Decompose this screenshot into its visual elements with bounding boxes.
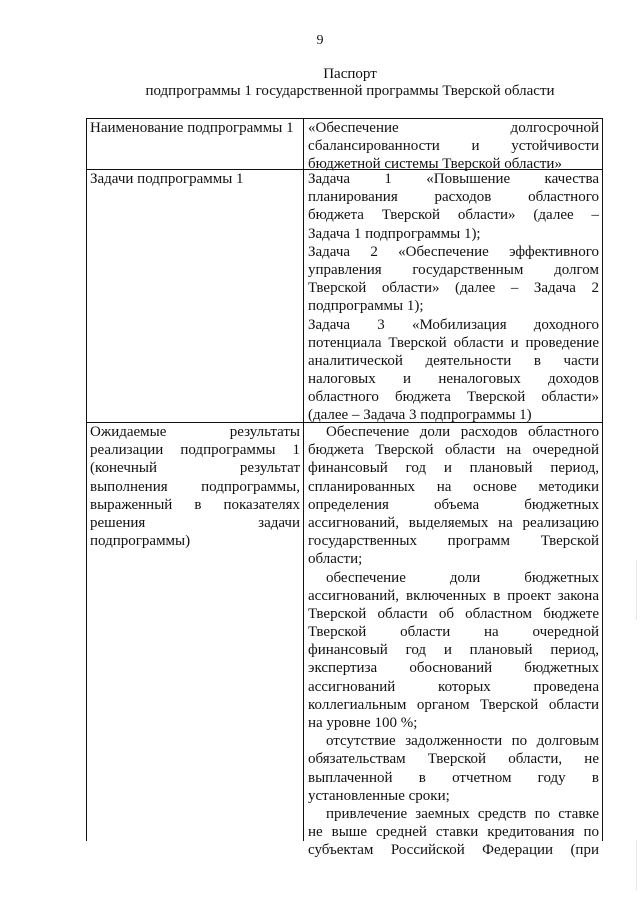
results-value-line: отсутствие задолженности по долговым [326, 733, 599, 750]
results-value-line: Тверской области на очередной [308, 624, 599, 641]
scan-edge-mark [636, 840, 637, 890]
results-value-line: ассигнований, выделяемых на реализацию [308, 514, 599, 531]
document-title [0, 66, 640, 100]
page-number: 9 [316, 33, 324, 48]
results-value-line: ассигнований которых проведена [308, 678, 599, 695]
name-label-cell [87, 119, 304, 169]
results-value-line: экспертиза обоснований бюджетных [308, 660, 599, 677]
results-value-line: финансовый год и плановый период, [308, 460, 599, 477]
name-value-cell [304, 119, 602, 173]
results-value-line: обязательствам Тверской области, не [308, 751, 599, 768]
table-row-tasks [87, 170, 602, 423]
results-label-line: решения задачи [90, 514, 300, 531]
results-label-line: реализации подпрограммы 1 [90, 442, 300, 459]
tasks-value-line: аналитической деятельности в части [308, 352, 599, 369]
name-value-line: «Обеспечение долгосрочной [308, 120, 599, 136]
results-value-line: определения объема бюджетных [308, 496, 599, 513]
results-value-line: спланированных на основе методики [308, 478, 599, 495]
results-value-line: обеспечение доли бюджетных [326, 569, 599, 586]
tasks-value-cell [304, 170, 602, 422]
tasks-value-line: Задача 3 «Мобилизация доходного [308, 316, 599, 333]
tasks-value-line: планирования расходов областного [308, 189, 599, 206]
table-row-results [87, 423, 602, 859]
tasks-value-line: (далее – Задача 3 подпрограммы 1) [308, 407, 532, 424]
results-label-line: выраженный в показателях [90, 496, 300, 513]
name-value-line: сбалансированности и устойчивости [308, 138, 599, 155]
results-value-line: не выше средней ставки кредитования по [308, 824, 599, 841]
passport-table [86, 118, 603, 859]
tasks-value-line: управления государственным долгом [308, 261, 599, 278]
tasks-label-cell [87, 170, 304, 422]
results-value-line: бюджета Тверской области на очередной [308, 442, 599, 459]
tasks-value-line: Задача 2 «Обеспечение эффективного [308, 243, 599, 260]
results-value-line: Тверской области об областном бюджете [308, 605, 599, 622]
results-value-line: ассигнований, включенных в проект закона [308, 587, 599, 604]
results-value-line: выплаченной в отчетном году в [308, 769, 599, 786]
name-value-line: бюджетной системы Тверской области» [308, 156, 562, 173]
title-line-2: подпрограммы 1 государственной программы Тверской области [145, 83, 555, 99]
table-row-name [87, 119, 602, 173]
tasks-value-line: налоговых и неналоговых доходов [308, 371, 599, 388]
results-value-line: области; [308, 551, 363, 568]
results-label-line: (конечный результат [90, 460, 300, 477]
results-label-cell [87, 423, 304, 841]
tasks-value-line: Задача 1 подпрограммы 1); [308, 225, 481, 242]
name-label: Наименование подпрограммы 1 [90, 120, 294, 136]
results-label-line: выполнения подпрограммы, [90, 478, 300, 495]
results-value-line: финансовый год и плановый период, [308, 642, 599, 659]
results-value-line: государственных программ Тверской [308, 533, 599, 550]
results-value-cell [304, 423, 602, 859]
results-value-line: субъектам Российской Федерации (при [308, 842, 599, 859]
scan-edge-mark [636, 560, 637, 620]
results-label-line: подпрограммы) [90, 533, 191, 550]
tasks-value-line: бюджета Тверской области» (далее – [308, 207, 599, 224]
tasks-label: Задачи подпрограммы 1 [90, 171, 244, 187]
results-value-line: привлечение заемных средств по ставке [326, 805, 599, 822]
results-label-line: Ожидаемые результаты [90, 424, 300, 440]
title-line-1: Паспорт [323, 66, 377, 82]
results-value-line: Обеспечение доли расходов областного [326, 424, 599, 440]
tasks-value-line: областного бюджета Тверской области» [308, 389, 599, 406]
results-value-line: коллегиальным органом Тверской области [308, 696, 599, 713]
results-value-line: установленные сроки; [308, 787, 450, 804]
tasks-value-line: потенциала Тверской области и проведение [308, 334, 599, 351]
results-value-line: на уровне 100 %; [308, 715, 418, 731]
tasks-value-line: Задача 1 «Повышение качества [308, 171, 599, 187]
tasks-value-line: подпрограммы 1); [308, 298, 424, 315]
tasks-value-line: Тверской области» (далее – Задача 2 [308, 280, 599, 297]
